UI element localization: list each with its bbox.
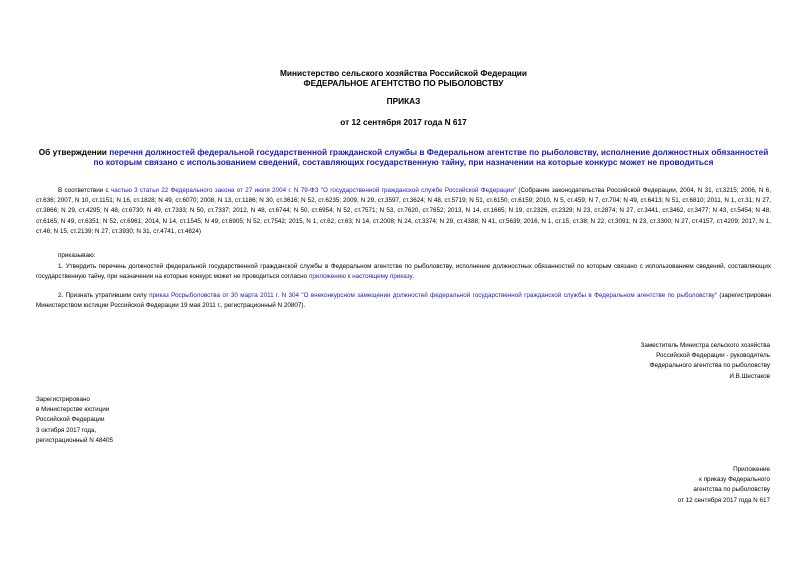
document-header (0, 68, 807, 88)
appendix-block (470, 465, 770, 506)
agency-name: ФЕДЕРАЛЬНОЕ АГЕНТСТВО ПО РЫБОЛОВСТВУ (303, 78, 504, 88)
order-word: приказываю: (58, 252, 96, 259)
registration-line: в Министерстве юстиции (36, 406, 110, 414)
signature-line: Заместитель Министра сельского хозяйства (640, 342, 770, 349)
registration-line: 3 октября 2017 года, (36, 426, 97, 434)
item-1-end: . (412, 273, 414, 281)
appendix-link[interactable]: приложению к настоящему приказу (308, 273, 413, 281)
item-1 (36, 262, 771, 282)
doc-date: от 12 сентября 2017 года N 617 (340, 117, 467, 127)
registration-line: Российской Федерации (36, 416, 105, 424)
item-2-end: (зарегистрирован Министерством юстиции Российской Федерации 19 мая 2011 г., регистрационный N 20807). (36, 292, 771, 310)
item-2-text: 2. Признать утратившим силу (58, 292, 150, 299)
document-title (36, 147, 771, 167)
appendix-line: агентства по рыболовству (693, 486, 770, 494)
appendix-line: к приказу Федерального (699, 476, 770, 484)
signature-line: Российской Федерации - руководитель (656, 352, 770, 360)
doc-type: ПРИКАЗ (386, 96, 421, 106)
registration-line: регистрационный N 48405 (36, 436, 114, 444)
law-link[interactable]: частью 3 статьи 22 Федерального закона от 27 июля 2004 г. N 79-ФЗ "О государственной гражданской службе Российской Федерации" (111, 187, 517, 194)
registration-line: Зарегистрировано (36, 396, 90, 403)
preamble-text-citations: (Собрание законодательства Российской Федерации, 2004, N 31, ст.3215; 2006, N 6, ст.636; 2007, N 10, ст.1151; N 16, ст.1828; N 49, ст.6070; 2008, N 13, ст.1186; N 30, ст.3616; N 52, ст.6235; 2009, N 29, ст.3597, ст.3624; N 48, ст.5719; N 51, ст.6150, ст.6159; 2010, N 5, ст.459; N 7, ст.704; N 49, ст.6413; N 51, ст.6810; 2011, N 1, ст.31; N 27, ст.3866; N 29, ст.4295; N 48, ст.6730; N 49, ст.7333; N 50, ст.7337; 2012, N 48, ст.6744; N 50, ст.6954; N 52, ст.7571; N 53, ст.7620, ст.7652; 2013, N 14, ст.1665; N 19, ст.2326, ст.2329; N 23, ст.2874; N 27, ст.3441, ст.3462, ст.3477; N 43, ст.5454; N 48, ст.6165; N 49, ст.6351; N 52, ст.6961; 2014, N 14, ст.1545; N 49, ст.6905; N 52, ст.7542; 2015, N 1, ст.62, ст.63; N 14, ст.2008; N 24, ст.3374; N 29, ст.4388; N 41, ст.5639; 2016, N 1, ст.15, ст.38; N 22, ст.3091; N 23, ст.3300; N 27, ст.4157, ст.4209; 2017, N 1, ст.46; N 15, ст.2139; N 27, ст.3930; N 31, ст.4741, ст.4824) (36, 187, 771, 235)
signature-line: Федерального агентства по рыболовству (649, 362, 770, 370)
signature-block (470, 341, 770, 382)
appendix-line: Приложение (733, 466, 770, 473)
item-1-text: 1. Утвердить перечень должностей федеральной государственной гражданской службы в Федеральном агентстве по рыболовству, исполнение должностных обязанностей по которым связано с использованием сведений, составляющих государственную тайну, при назначении на которые конкурс может не проводиться согласно (36, 263, 771, 281)
ministry-name: Министерство сельского хозяйства Российской Федерации (280, 68, 527, 78)
preamble-paragraph (36, 186, 771, 237)
signature-name: И.В.Шестаков (729, 372, 770, 380)
preamble-text-start: В соответствии с (58, 187, 111, 194)
item-2 (36, 291, 771, 311)
title-prefix: Об утверждении (38, 147, 110, 157)
appendix-line: от 12 сентября 2017 года N 617 (677, 496, 770, 504)
repealed-order-link[interactable]: приказ Росрыболовства от 30 марта 2011 г. N 304 "О внеконкурсном замещении должностей федеральной государственной гражданской службы в Федеральном агентстве по рыболовству" (149, 292, 718, 299)
title-link[interactable]: перечня должностей федеральной государственной гражданской службы в Федеральном агентстве по рыболовству, исполнение должностных обязанностей по которым связано с использованием сведений, составляющих государственную тайну, при назначении на которые конкурс может не проводиться (93, 147, 769, 167)
registration-block (36, 395, 336, 446)
